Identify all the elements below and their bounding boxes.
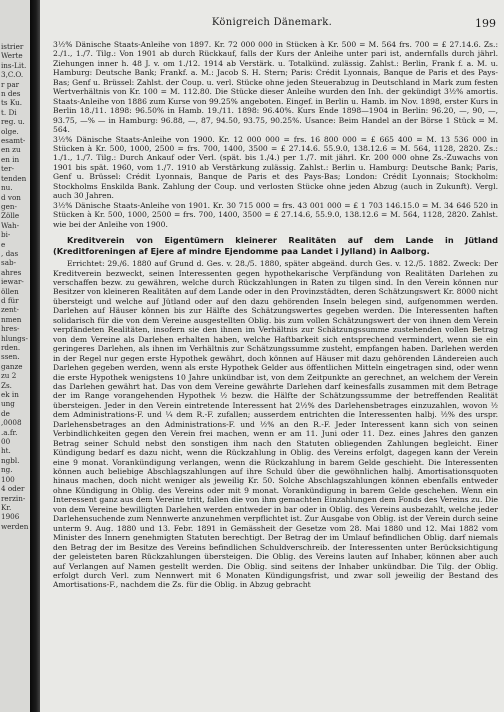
book-gutter bbox=[30, 0, 40, 712]
margin-fragment: werden bbox=[1, 521, 29, 531]
margin-fragment: ng. bbox=[1, 465, 13, 475]
margin-fragment: ahres bbox=[1, 267, 22, 277]
paragraph-anleihe-1900: 3½% Dänische Staats-Anleihe von 1900. Kr. 12 000 000 = frs. 16 800 000 = £ 665 400 = M. 13 536 000 in Stücken à Kr. 500, 1000, 2500 = frs. 700, 1400, 3500 = £ 27.14.6. 55.9.0, 138.12.6 = M. 564, 1128, 2820. Zs.: 1./1., 1./7. Tilg.: Durch Ankauf oder Verl. (spät. bis 1./4.) per 1./7. mit jährl. Kr. 200 000 ohne Zs.-Zuwachs von 1901 bis spät. 1960, vom 1./7. 1910 ab Verstärkung zulässig. Zahlst.: Berlin u. Hamburg: Deutsche Bank; Paris, Genf u. Brüssel: Crédit Lyonnais, Banque de Paris et des Pays-Bas; London: Crédit Lyonnais; Stockholm: Stockholms Enskilda Bank. Zahlung der Coup. und verlosten Stücke ohne jeden Abzug (auch in Zukunft). Vergl. auch 30 Jahren. bbox=[53, 134, 498, 201]
document-page bbox=[40, 0, 504, 712]
margin-fragment: e bbox=[1, 239, 6, 249]
paragraph-anleihe-1897: 3½% Dänische Staats-Anleihe von 1897. Kr. 72 000 000 in Stücken à Kr. 500 = M. 564 frs. 700 = £ 27.14.6. Zs.: 2./1., 1./7. Tilg.: Von 1901 ab durch Rückkauf, falls der Kurs der Anleihe unter pari ist, andernfalls durch jährl. Ziehungen inner h. 48 J. v. om 1./12. 1914 ab Verstärk. u. Totalkünd. zulässig. Zahlst.: Berlin, Frank f. a. M. u. Hamburg: Deutsche Bank; Frankf. a. M.: Jacob S. H. Stern; Paris: Crédit Lyonnais, Banque de Paris et des Pays-Bas; Genf u. Brüssel: Zahlst. der Coup. u. verl. Stücke ohne jeden Steuerabzug in Deutschland in Mark zum festen Wertverhältnis von Kr. 100 = M. 112.80. Die Stücke dieser Anleihe wurden den Inh. der gekündigt 3½% amortis. Staats-Anleihe von 1886 zum Kurse von 99.25% angeboten. Eingef. in Berlin u. Hamb. im Nov. 1898, erster Kurs in Berlin 18./11. 1898: 96.50% in Hamb. 19./11. 1898: 96.40%. Kurs Ende 1898—1904 in Berlin: 96.20, —, 90, —, 93.75, —% — in Hamburg: 96.88, —, 87, 94.50, 93.75, 90.25%. Usance: Beim Handel an der Börse 1 Stück = M. 564. bbox=[53, 40, 498, 135]
margin-fragment: en in bbox=[1, 154, 20, 164]
margin-fragment: Werte bbox=[1, 51, 23, 61]
margin-fragment: en zu bbox=[1, 145, 21, 155]
margin-fragment: ht. bbox=[1, 446, 11, 456]
margin-fragment: tenden bbox=[1, 173, 27, 183]
margin-fragment: ganze bbox=[1, 361, 23, 371]
margin-fragment: ,0008 bbox=[1, 418, 22, 428]
margin-fragment: nmen bbox=[1, 314, 22, 324]
margin-fragment: zent- bbox=[1, 305, 19, 315]
section-title: Kreditverein von Eigentümern kleinerer Realitäten auf dem Lande in Jütland (Kreditforeningen af Ejere af mindre Ejendomme paa Landet i Jylland) in Aalborg. bbox=[53, 235, 498, 256]
margin-fragment: iewar- bbox=[1, 277, 24, 287]
page-header bbox=[40, 17, 504, 31]
margin-fragment: nu. bbox=[1, 183, 13, 193]
margin-fragment: zu 2 bbox=[1, 371, 17, 381]
margin-fragment: ek in bbox=[1, 390, 19, 400]
margin-fragment: Zölle bbox=[1, 211, 20, 221]
running-title: Königreich Dänemark. bbox=[211, 17, 333, 28]
section-heading bbox=[53, 235, 498, 256]
margin-fragment: Wah- bbox=[1, 220, 20, 230]
margin-fragment: ter- bbox=[1, 164, 15, 174]
margin-fragment: ts Ku. bbox=[1, 98, 22, 108]
margin-fragment: , das bbox=[1, 248, 19, 258]
page-body bbox=[53, 40, 498, 590]
margin-fragment: 00 bbox=[1, 437, 11, 447]
margin-fragment: 3,C.O. bbox=[1, 70, 24, 80]
margin-fragment: rerzin- bbox=[1, 493, 26, 503]
margin-fragment: n des bbox=[1, 89, 21, 99]
margin-fragment: öllen bbox=[1, 286, 19, 296]
margin-fragment: de bbox=[1, 408, 10, 418]
margin-fragment: d von bbox=[1, 192, 21, 202]
margin-fragment: istrier bbox=[1, 42, 24, 51]
margin-fragment: r par bbox=[1, 79, 20, 89]
margin-fragment: 1906 bbox=[1, 512, 20, 522]
margin-fragment: ssen. bbox=[1, 352, 20, 362]
margin-fragment: .a.fr. bbox=[1, 427, 18, 437]
margin-fragment: rden. bbox=[1, 343, 21, 352]
margin-fragment: Zs. bbox=[1, 380, 12, 390]
paragraph-kreditverein: Errichtet: 29./6. 1880 auf Grund d. Ges. v. 28./5. 1880, später abgeänd. durch Ges. v. 12./5. 1882. Zweck: Der Kreditverein bezweckt, seinen Interessenten gegen hypothekarische Verpfändung von Realitäten Darlehen zu verschaffen bezw. zu gewähren, welche durch Rückzahlungen in Raten zu tilgen sind. In den Verein können nur Besitzer von kleineren Realitäten auf dem Lande oder in den Provinzstädten, deren Schätzungswert Kr. 8000 nicht übersteigt und welche auf Jütland oder auf den dazu gehörenden Inseln belegen sind, aufgenommen werden. Darlehen auf Häuser können bis zur Hälfte des Schätzungswertes gegeben werden. Die Interessenten haften solidarisch für die von dem Vereine ausgestellten Oblig. bis zum vollen Schätzungswert der von ihnen dem Verein verpfändeten Realitäten, insofern sie den ihnen im Verhältnis zur Schätzungssumme zustehenden vollen Betrag von dem Vereine als Darlehen erhalten haben, welche Haftbarkeit sich entsprechend vermindert, wenn sie ein geringeres Darlehen, als ihnen im Verhältnis zur Schätzungssumme zusteht, empfangen haben. Darlehen werden in der Regel nur gegen erste Hypothek gewährt, doch können auf Häuser mit dazu gehörenden Ländereien auch Darlehen gegeben werden, wenn als erste Hypothek Gelder aus öffentlichen Mitteln eingetragen sind, oder wenn die erste Hypothek wenigstens 10 Jahre unkündbar ist, von dem Zeitpunkte an gerechnet, an welchem der Verein das Darlehen gewährt hat. Das von dem Vereine gewährte Darlehen darf keinesfalls zusammen mit dem Betrage der im Range vorangehenden Hypothek ½ bezw. die Hälfte der Schätzungssumme der betreffenden Realität übersteigen. Jeder in den Verein eintretende Interessent hat 2½% des Darlehensbetrages einzuzahlen, wovon ½ dem Administrations-F. und ¼ dem R.-F. zufallen; ausserdem entrichten die Interessenten halbj. ½% des urspr. Darlehensbetrages an den Administrations-F. und ½% an den R.-F. Jeder Interessent kann sich von seinen Verbindlichkeiten gegen den Verein frei machen, wenn er am 11. Juni oder 11. Dez. eines Jahres den ganzen Betrag seiner Schuld nebst den sonstigen ihm nach den Statuten obliegenden Zahlungen begleicht. Einer Kündigung bedarf es dazu nicht, wenn die Rückzahlung in Oblig. des Vereins erfolgt, dagegen kann der Verein eine 9 monat. Vorankündigung verlangen, wenn die Rückzahlung in barem Gelde geschieht. Die Interessenten können auch beliebige Abschlagszahlungen auf ihre Schuld über die gewöhnlichen halbj. Amortisationsquoten hinaus machen, doch nicht weniger als jeweilig Kr. 50. Solche Abschlagszahlungen können ebenfalls entweder ohne Kündigung in Oblig. des Vereins oder mit 9 monat. Vorankündigung in barem Gelde geschehen. Wenn ein Interessent ganz aus dem Vereine tritt, fallen die von ihm gemachten Einzahlungen dem Fonds des Vereins zu. Die von dem Vereine bewilligten Darlehen werden entweder in bar oder in Oblig. des Vereins ausbezahlt, welche jeder Darlehensuchende zum Nennwerte anzunehmen verpflichtet ist. Zur Ausgabe von Oblig. ist der Verein durch seine unterm 9. Aug. 1880 und 13. Febr. 1891 in Gemässheit der Gesetze vom 28. Mai 1880 und 12. Mai 1882 vom Minister des Innern genehmigten Statuten berechtigt. Der Betrag der im Umlauf befindlichen Oblig. darf niemals den Betrag der im Besitze des Vereins befindlichen Schuldverschreib. der Interessenten unter Berücksichtigung der geleisteten baren Rückzahlungen übersteigen. Die Oblig. des Vereins lauten auf Inhaber, können aber auch auf Verlangen auf Namen gestellt werden. Die Oblig. sind seitens der Inhaber unkündbar. Die Tilg. der Oblig. erfolgt durch Verl. zum Nennwert mit 6 Monaten Kündigungsfrist, und zwar soll jeweilig der Bestand des Amortisations-F., nachdem die Zs. für die Oblig. in Abzug gebracht bbox=[53, 259, 498, 590]
margin-fragment: olge. bbox=[1, 126, 19, 136]
page-number: 199 bbox=[475, 17, 496, 30]
margin-fragment: gen- bbox=[1, 201, 17, 211]
margin-fragment: 4 oder bbox=[1, 484, 25, 494]
margin-fragment: hlungs- bbox=[1, 333, 28, 343]
margin-fragment: 100 bbox=[1, 474, 15, 484]
margin-fragment: bi- bbox=[1, 230, 11, 240]
paragraph-anleihe-1901: 3½% Dänische Staats-Anleihe von 1901. Kr. 30 715 000 = frs. 43 001 000 = £ 1 703 146.15.0 = M. 34 646 520 in Stücken à Kr. 500, 1000, 2500 = frs. 700, 1400, 3500 = £ 27.14.6, 55.9.0, 138.12.6 = M. 564, 1128, 2820. Zahlst. wie bei der Anleihe von 1900. bbox=[53, 200, 498, 229]
previous-page-edge bbox=[0, 0, 30, 712]
margin-fragment: d für bbox=[1, 295, 19, 305]
margin-fragment: t. Di bbox=[1, 107, 17, 117]
margin-fragment: reg. u. bbox=[1, 117, 25, 127]
margin-fragment: ins-Lit. bbox=[1, 60, 27, 70]
margin-fragment: Kr. bbox=[1, 502, 12, 512]
margin-fragment: ung bbox=[1, 399, 15, 409]
margin-fragment: hres- bbox=[1, 324, 20, 334]
margin-fragment: ngbl. bbox=[1, 455, 20, 465]
margin-fragment: sab- bbox=[1, 258, 17, 268]
margin-fragment: esamt- bbox=[1, 136, 26, 146]
